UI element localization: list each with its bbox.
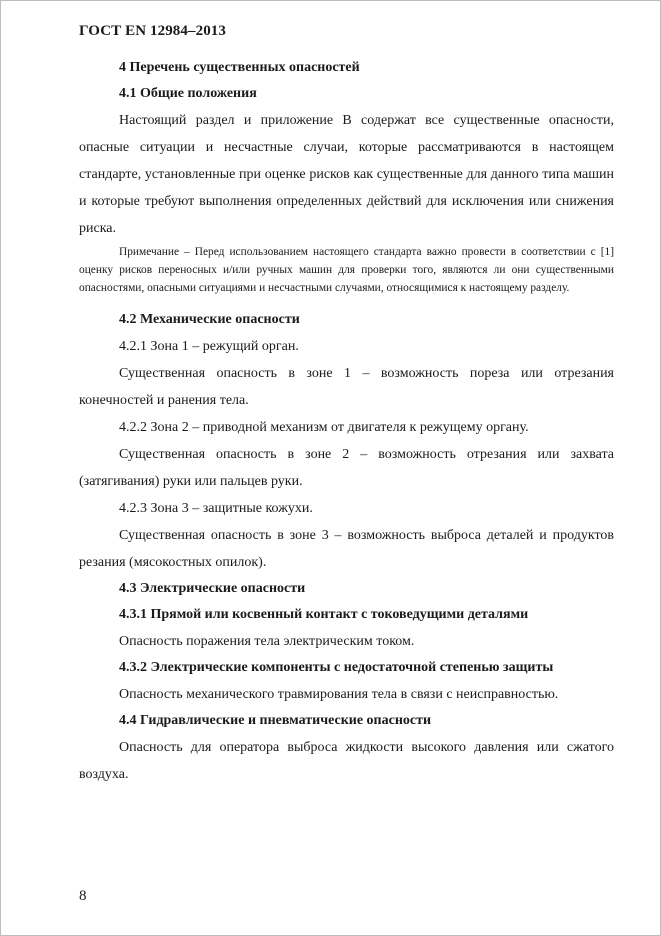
section-4-1-paragraph: Настоящий раздел и приложение В содержат все существенные опасности, опасные ситуации и несчастные случаи, которые рассматриваются в настоящем стандарте, установленные при оценке рисков как существенные для данного типа машин и которые требуют выполнения определенных действий для исключения или снижения риска.: [79, 113, 614, 236]
section-4-3-1-heading: 4.3.1 Прямой или косвенный контакт с токоведущими деталями: [119, 607, 529, 622]
zone-2-text: Существенная опасность в зоне 2 – возможность отрезания или захвата (затягивания) руки или пальцев руки.: [79, 447, 614, 489]
section-4-2-heading: 4.2 Механические опасности: [119, 312, 300, 327]
zone-1-text: Существенная опасность в зоне 1 – возможность пореза или отрезания конечностей и ранения тела.: [79, 366, 614, 408]
page-number: 8: [79, 888, 87, 904]
zone-3-text: Существенная опасность в зоне 3 – возможность выброса деталей и продуктов резания (мясокостных опилок).: [79, 528, 614, 570]
section-4-4-text: Опасность для оператора выброса жидкости высокого давления или сжатого воздуха.: [79, 740, 614, 782]
section-4-3-1-text: Опасность поражения тела электрическим током.: [119, 634, 415, 649]
section-4-3-2-text: Опасность механического травмирования тела в связи с неисправностью.: [119, 687, 559, 702]
section-4-heading: 4 Перечень существенных опасностей: [119, 60, 360, 75]
section-4-3-heading: 4.3 Электрические опасности: [119, 581, 306, 596]
section-4-4-heading: 4.4 Гидравлические и пневматические опасности: [119, 713, 432, 728]
section-4-1-heading: 4.1 Общие положения: [119, 86, 257, 101]
document-header: ГОСТ EN 12984–2013: [79, 23, 226, 39]
page-content: [79, 55, 614, 788]
section-4-1-note: Примечание – Перед использованием настоящего стандарта важно провести в соответствии с [1] оценку рисков переносных и/или ручных машин для проверки того, являются ли они существенными опасностями, опасными ситуациями и несчастными случаями, относящимися к настоящему разделу.: [79, 246, 614, 294]
zone-2-title: 4.2.2 Зона 2 – приводной механизм от двигателя к режущему органу.: [119, 420, 529, 435]
zone-1-title: 4.2.1 Зона 1 – режущий орган.: [119, 339, 299, 354]
zone-3-title: 4.2.3 Зона 3 – защитные кожухи.: [119, 501, 313, 516]
section-4-3-2-heading: 4.3.2 Электрические компоненты с недостаточной степенью защиты: [119, 660, 554, 675]
